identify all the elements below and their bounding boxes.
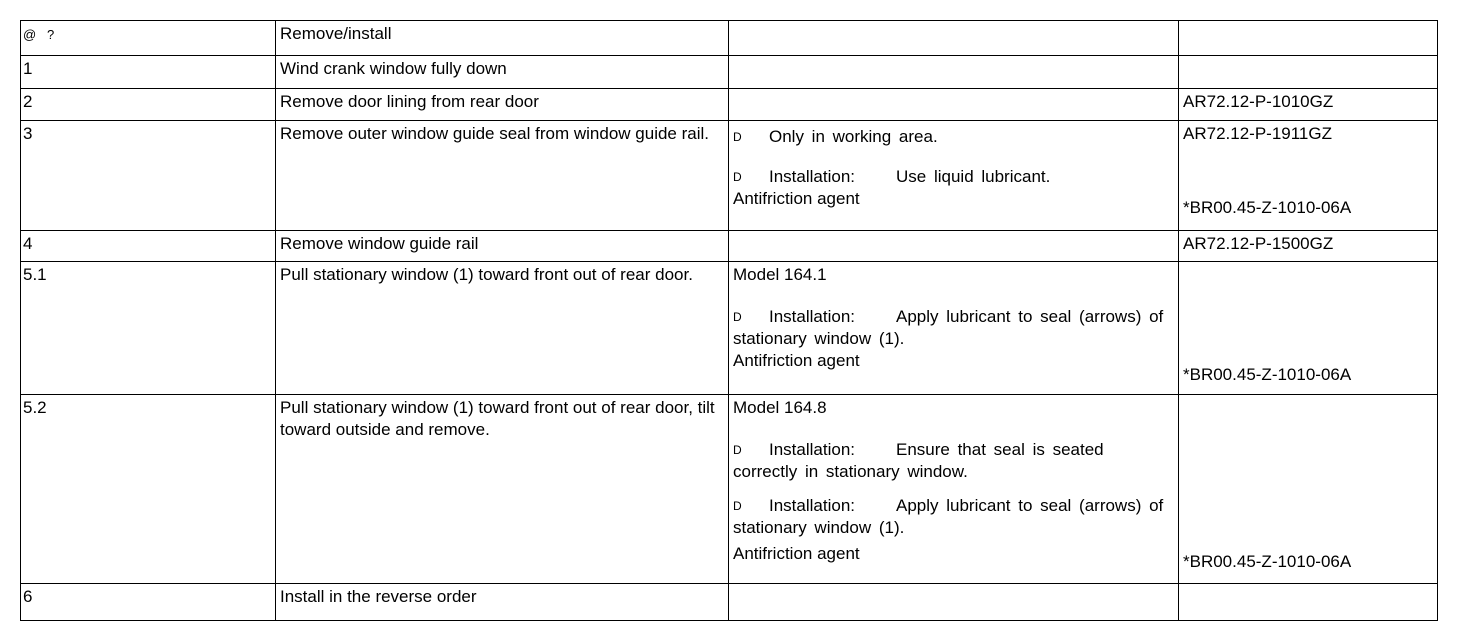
agent-label: Antifriction agent — [733, 189, 860, 208]
step-number: 1 — [21, 56, 276, 89]
step-reference — [1179, 584, 1438, 621]
step-action: Remove outer window guide seal from window guide rail. — [276, 121, 729, 231]
reference-link[interactable]: AR72.12-P-1010GZ — [1183, 92, 1334, 111]
note-label: Installation: — [769, 496, 855, 515]
step-number: 5.1 — [21, 262, 276, 395]
procedure-table — [20, 20, 1438, 621]
step-notes — [729, 584, 1179, 621]
step-notes — [729, 56, 1179, 89]
step-action: Pull stationary window (1) toward front out of rear door, tilt toward outside and remove. — [276, 395, 729, 584]
step-action: Remove window guide rail — [276, 231, 729, 262]
note-text: Use liquid lubricant. — [896, 167, 1051, 186]
step-action: Wind crank window fully down — [276, 56, 729, 89]
step-number: 4 — [21, 231, 276, 262]
reference-link[interactable]: AR72.12-P-1500GZ — [1183, 234, 1334, 253]
step-notes — [729, 395, 1179, 584]
step-action: Pull stationary window (1) toward front out of rear door. — [276, 262, 729, 395]
header-title: Remove/install — [280, 24, 392, 43]
step-action: Remove door lining from rear door — [276, 89, 729, 121]
note-marker-icon: D — [733, 170, 742, 184]
table-row — [21, 231, 1438, 262]
note-label: Installation: — [769, 167, 855, 186]
header-title-cell — [276, 21, 729, 56]
table-row — [21, 56, 1438, 89]
reference-link[interactable]: *BR00.45-Z-1010-06A — [1183, 365, 1352, 384]
reference-link[interactable]: AR72.12-P-1911GZ — [1183, 124, 1332, 143]
reference-link[interactable]: *BR00.45-Z-1010-06A — [1183, 198, 1352, 217]
agent-label: Antifriction agent — [733, 351, 860, 370]
step-number: 3 — [21, 121, 276, 231]
note-text: Ensure that seal is seated correctly in stationary window. — [733, 440, 1104, 481]
step-number: 5.2 — [21, 395, 276, 584]
header-symbols-cell — [21, 21, 276, 56]
step-reference[interactable] — [1179, 231, 1438, 262]
step-notes — [729, 89, 1179, 121]
step-notes — [729, 231, 1179, 262]
step-notes — [729, 262, 1179, 395]
header-empty-cell — [1179, 21, 1438, 56]
table-row — [21, 121, 1438, 231]
note-text: Apply lubricant to seal (arrows) of stationary window (1). — [733, 307, 1164, 348]
reference-link[interactable]: *BR00.45-Z-1010-06A — [1183, 552, 1352, 571]
model-label: Model 164.8 — [733, 398, 827, 417]
note-text: Only in working area. — [769, 127, 938, 146]
step-action: Install in the reverse order — [276, 584, 729, 621]
note-label: Installation: — [769, 440, 855, 459]
table-row — [21, 89, 1438, 121]
note — [733, 495, 1174, 539]
note-marker-icon: D — [733, 130, 742, 144]
step-reference[interactable] — [1179, 121, 1438, 231]
note — [733, 306, 1174, 350]
note-marker-icon: D — [733, 499, 742, 513]
step-reference[interactable] — [1179, 89, 1438, 121]
header-row — [21, 21, 1438, 56]
step-reference[interactable] — [1179, 395, 1438, 584]
note-marker-icon: D — [733, 443, 742, 457]
header-empty-cell — [729, 21, 1179, 56]
step-notes — [729, 121, 1179, 231]
table-row — [21, 395, 1438, 584]
step-reference[interactable] — [1179, 262, 1438, 395]
step-number: 2 — [21, 89, 276, 121]
table-row — [21, 584, 1438, 621]
note-text: Apply lubricant to seal (arrows) of stationary window (1). — [733, 496, 1164, 537]
note — [733, 166, 1174, 188]
header-symbols: @ ? — [23, 27, 55, 42]
note-marker-icon: D — [733, 310, 742, 324]
table-row — [21, 262, 1438, 395]
step-reference — [1179, 56, 1438, 89]
agent-label: Antifriction agent — [733, 544, 860, 563]
note-label: Installation: — [769, 307, 855, 326]
model-label: Model 164.1 — [733, 265, 827, 284]
note — [733, 439, 1174, 483]
note — [733, 126, 1174, 148]
step-number: 6 — [21, 584, 276, 621]
